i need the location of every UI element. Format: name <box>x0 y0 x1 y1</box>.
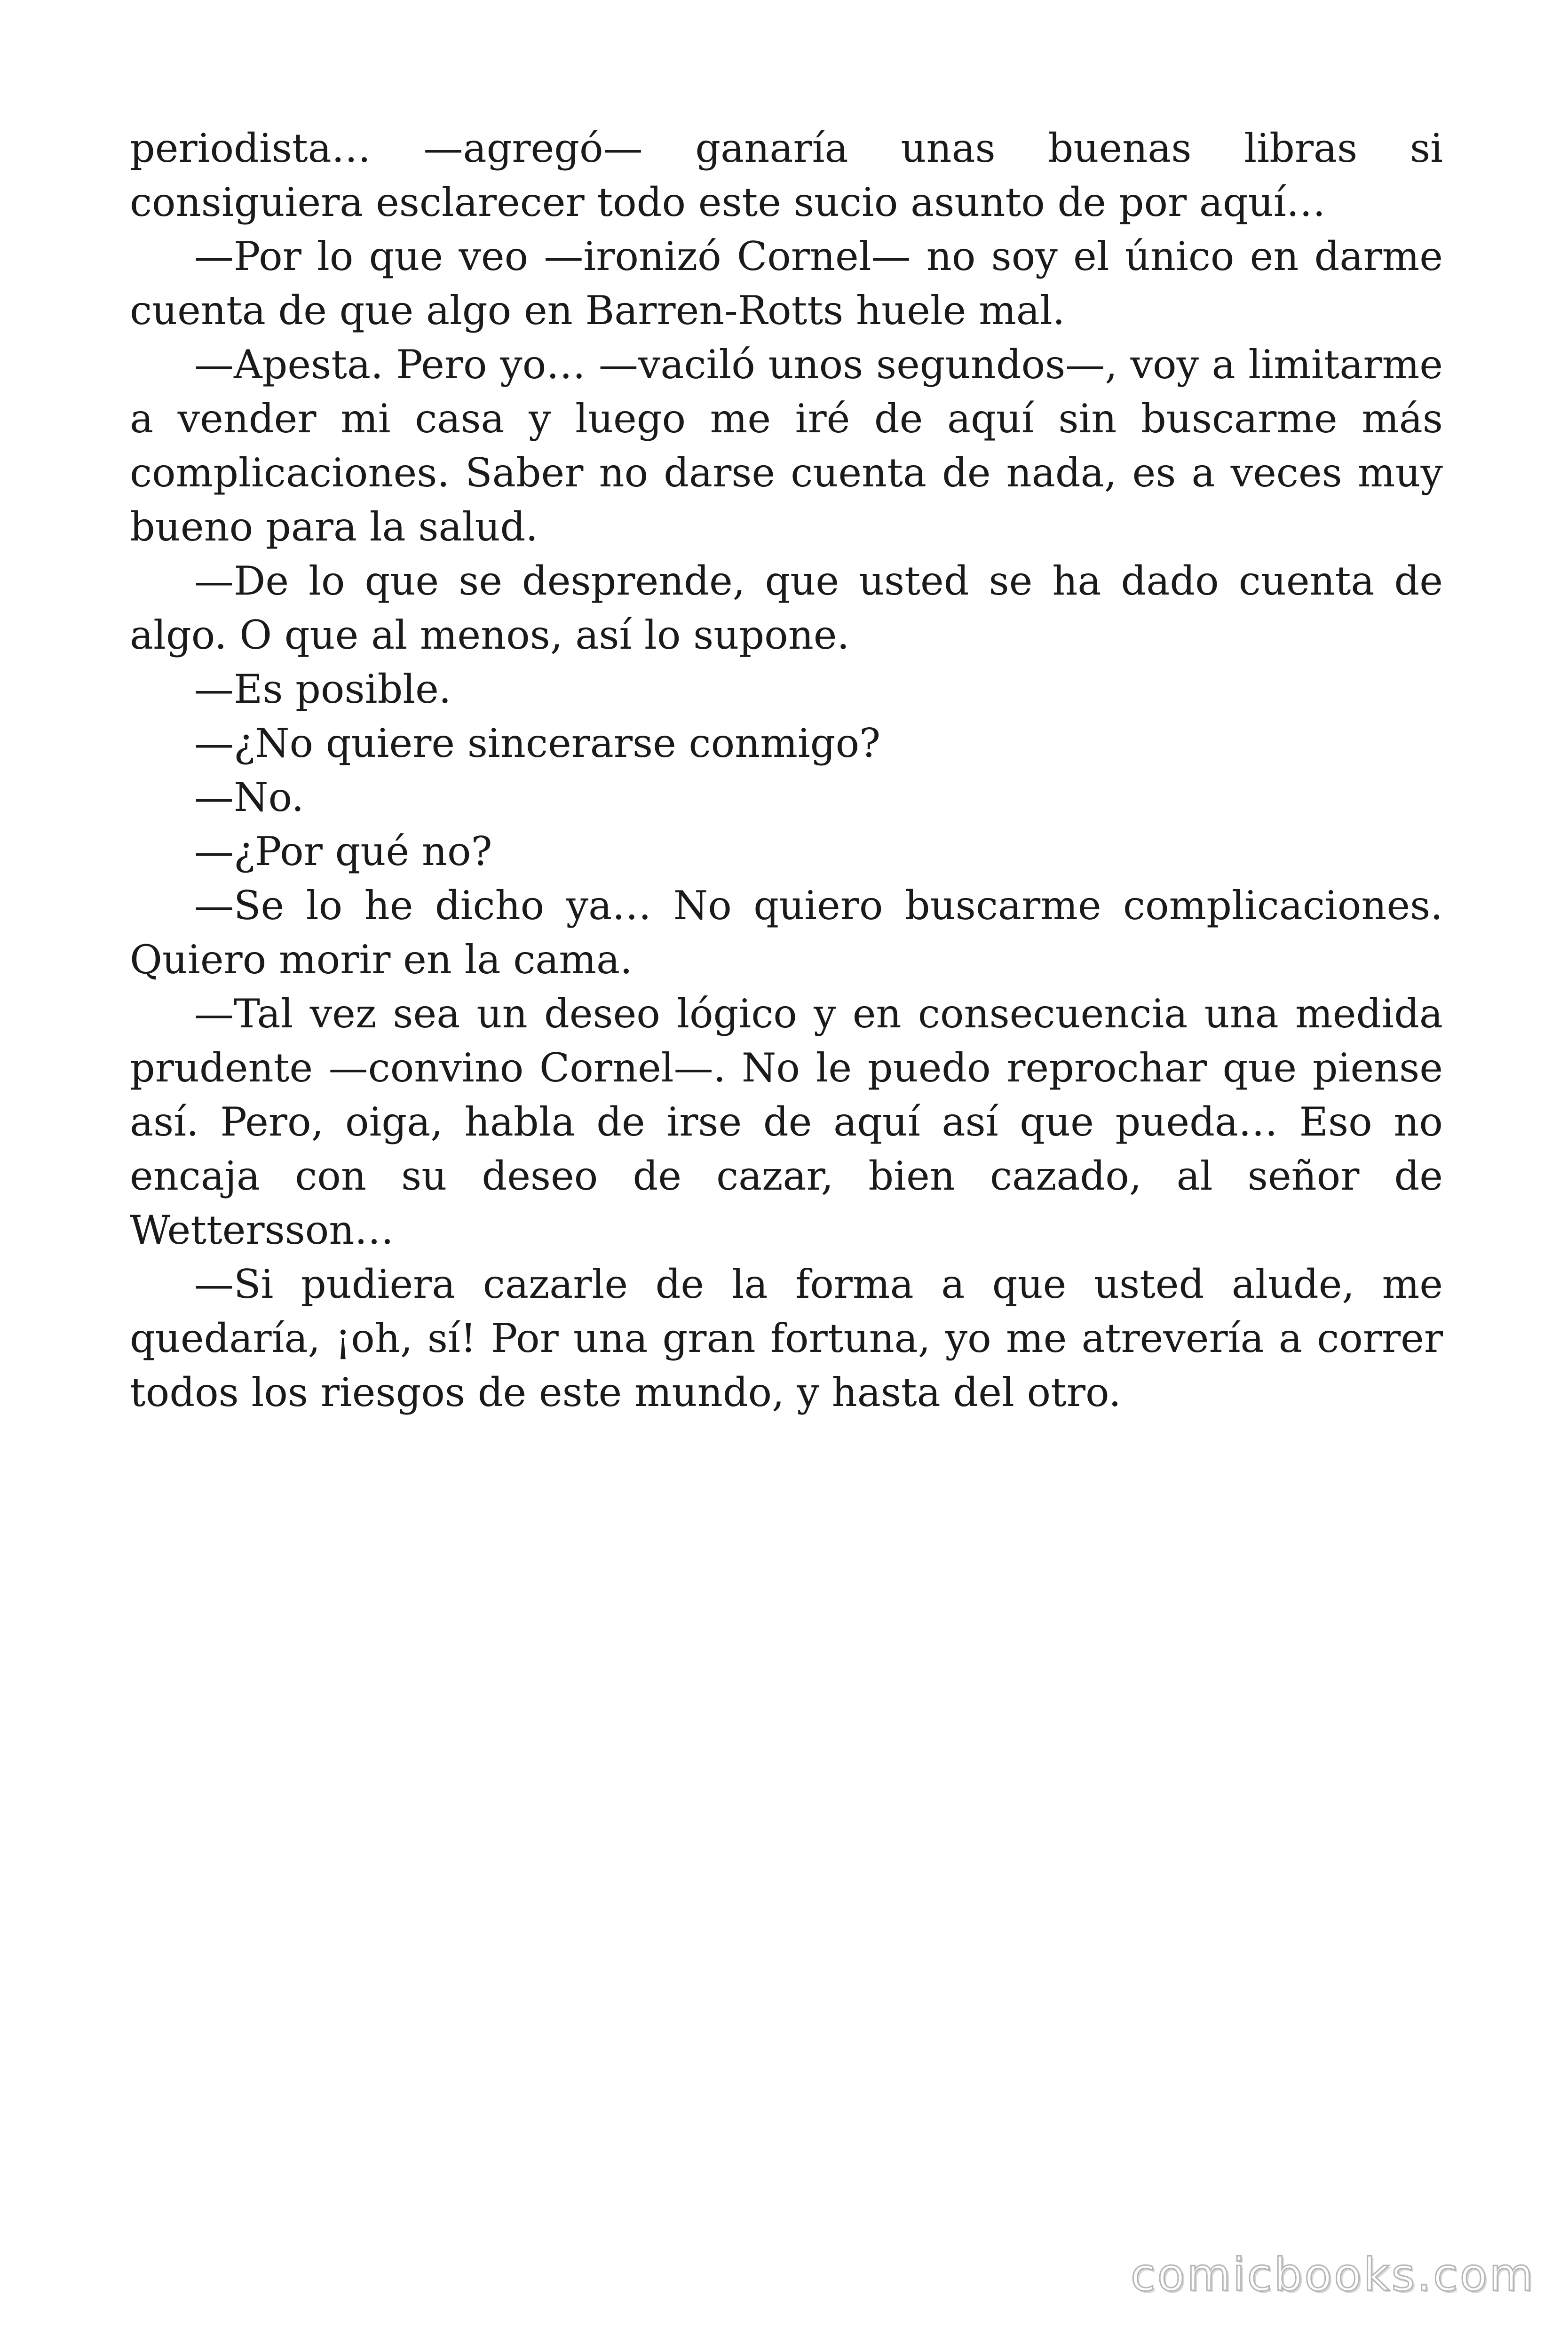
paragraph-9: —Se lo he dicho ya… No quiero buscarme complicaciones. Quiero morir en la cama. <box>130 882 1443 983</box>
paragraph-8: —¿Por qué no? <box>194 828 492 874</box>
paragraph-3: —Apesta. Pero yo… —vaciló unos segundos—, voy a limitarme a vender mi casa y luego me iré de aquí sin buscarme más complicaciones. Saber no darse cuenta de nada, es a veces muy bueno para la salud. <box>130 342 1443 550</box>
paragraph-10: —Tal vez sea un deseo lógico y en consecuencia una medida prudente —convino Cornel—. No le puedo reprochar que piense así. Pero, oiga, habla de irse de aquí así que pueda… Eso no encaja con su deseo de cazar, bien cazado, al señor de Wettersson… <box>130 991 1443 1253</box>
paragraph-11: —Si pudiera cazarle de la forma a que usted alude, me quedaría, ¡oh, sí! Por una gran fortuna, yo me atrevería a correr todos los riesgos de este mundo, y hasta del otro. <box>130 1261 1443 1415</box>
body-text <box>130 121 1443 1420</box>
paragraph-4: —De lo que se desprende, que usted se ha dado cuenta de algo. O que al menos, así lo supone. <box>130 558 1443 658</box>
paragraph-6: —¿No quiere sincerarse conmigo? <box>194 720 881 766</box>
paragraph-1: periodista… —agregó— ganaría unas buenas libras si consiguiera esclarecer todo este sucio asunto de por aquí… <box>130 125 1443 225</box>
watermark: comicbooks.com <box>1130 2249 1535 2301</box>
paragraph-5: —Es posible. <box>194 666 451 712</box>
paragraph-7: —No. <box>194 774 304 820</box>
paragraph-2: —Por lo que veo —ironizó Cornel— no soy el único en darme cuenta de que algo en Barren-Rotts huele mal. <box>130 233 1443 334</box>
